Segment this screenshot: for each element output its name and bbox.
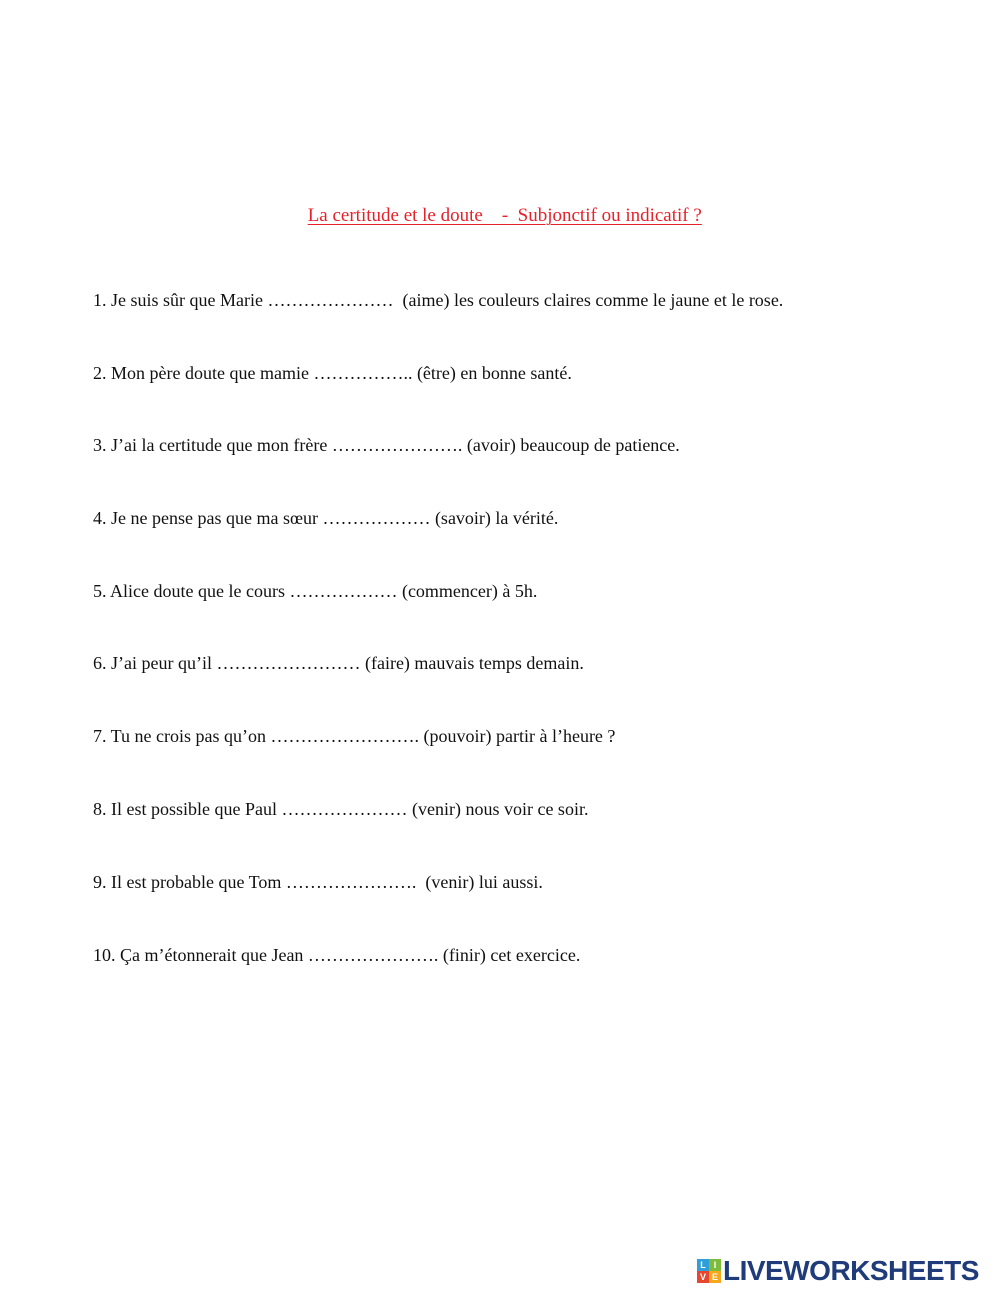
logo-mark-letter-i: I: [709, 1259, 721, 1271]
exercise-sentence-9: 9. Il est probable que Tom …………………. (venir) lui aussi.: [93, 872, 543, 892]
worksheet-title-text: La certitude et le doute - Subjonctif ou indicatif ?: [307, 205, 702, 226]
liveworksheets-logo: [697, 1257, 979, 1285]
exercise-sentence-10: 10. Ça m’étonnerait que Jean …………………. (finir) cet exercice.: [93, 945, 581, 965]
exercise-sentence-1: 1. Je suis sûr que Marie ………………… (aime) les couleurs claires comme le jaune et le rose.: [93, 290, 784, 310]
liveworksheets-logo-text: LIVEWORKSHEETS: [723, 1255, 979, 1286]
liveworksheets-logo-icon: [697, 1259, 721, 1283]
exercise-sentence-3: 3. J’ai la certitude que mon frère …………………. (avoir) beaucoup de patience.: [93, 435, 680, 455]
exercise-sentence-4: 4. Je ne pense pas que ma sœur ……………… (savoir) la vérité.: [93, 508, 559, 528]
exercise-sentence-7: 7. Tu ne crois pas qu’on ……………………. (pouvoir) partir à l’heure ?: [93, 726, 616, 746]
worksheet-title: [0, 183, 1000, 227]
exercise-sentence-6: 6. J’ai peur qu’il …………………… (faire) mauvais temps demain.: [93, 653, 584, 673]
exercise-sentence-8: 8. Il est possible que Paul ………………… (venir) nous voir ce soir.: [93, 799, 589, 819]
exercise-sentence-2: 2. Mon père doute que mamie …………….. (être) en bonne santé.: [93, 363, 572, 383]
logo-mark-letter-l: L: [697, 1259, 709, 1271]
logo-mark-letter-v: V: [697, 1271, 709, 1283]
logo-mark-letter-e: E: [709, 1271, 721, 1283]
exercise-sentence-5: 5. Alice doute que le cours ……………… (commencer) à 5h.: [93, 581, 538, 601]
